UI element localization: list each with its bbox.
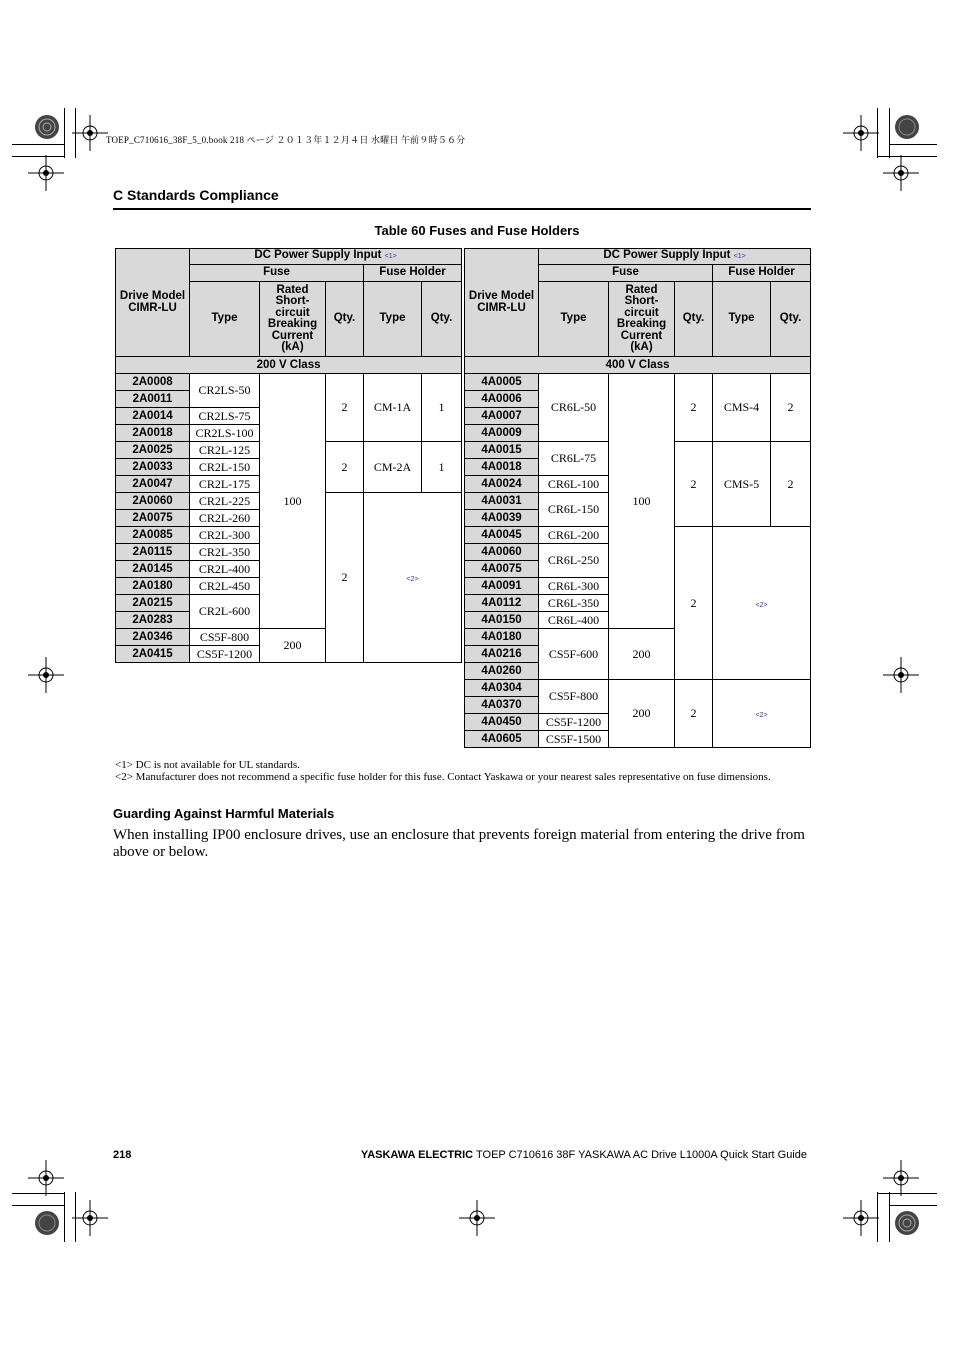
- holder-type-cell: CMS-4: [713, 374, 771, 442]
- model-cell: 2A0033: [116, 459, 190, 476]
- holder-type-cell: CM-2A: [364, 442, 422, 493]
- holder-type-cell: CM-1A: [364, 374, 422, 442]
- crosshair-icon: [843, 115, 879, 151]
- fuse-type-cell: CR2LS-75: [190, 408, 260, 425]
- model-cell: 2A0085: [116, 527, 190, 544]
- rated-current-header: Rated Short-circuit Breaking Current (kA): [260, 282, 326, 357]
- crosshair-icon: [72, 1200, 108, 1236]
- model-cell: 2A0346: [116, 629, 190, 646]
- model-cell: 4A0304: [465, 680, 539, 697]
- class-label: 200 V Class: [116, 357, 462, 374]
- crosshair-icon: [28, 1160, 64, 1196]
- fuse-type-cell: CR2L-260: [190, 510, 260, 527]
- fuse-table-200v: [115, 248, 462, 663]
- crosshair-icon: [883, 1160, 919, 1196]
- model-cell: 4A0005: [465, 374, 539, 391]
- model-cell: 4A0091: [465, 578, 539, 595]
- fuse-type-cell: CR2LS-100: [190, 425, 260, 442]
- rated-cell: 200: [609, 629, 675, 680]
- model-cell: 2A0215: [116, 595, 190, 612]
- fuse-qty-cell: 2: [675, 527, 713, 680]
- rated-cell: 200: [260, 629, 326, 663]
- fuse-type-cell: CR2L-400: [190, 561, 260, 578]
- note-ref-2[interactable]: <2>: [755, 601, 768, 609]
- holder-note-cell: [713, 680, 811, 748]
- registration-disc-icon: [34, 114, 60, 140]
- fuse-qty-header: Qty.: [326, 282, 364, 357]
- holder-qty-cell: 1: [422, 374, 462, 442]
- note-ref-1[interactable]: <1>: [733, 253, 746, 261]
- model-cell: 4A0260: [465, 663, 539, 680]
- fuse-type-cell: CR6L-50: [539, 374, 609, 442]
- fuse-type-cell: CR2L-450: [190, 578, 260, 595]
- holder-type-header: Type: [364, 282, 422, 357]
- section-rule: [113, 208, 811, 210]
- model-cell: 4A0605: [465, 731, 539, 748]
- table-notes: [115, 759, 795, 783]
- model-cell: 4A0009: [465, 425, 539, 442]
- crosshair-icon: [843, 1200, 879, 1236]
- subheading: Guarding Against Harmful Materials: [113, 806, 335, 821]
- model-cell: 2A0018: [116, 425, 190, 442]
- note-ref-2[interactable]: <2>: [406, 576, 419, 583]
- crosshair-icon: [72, 115, 108, 151]
- fuse-type-cell: CS5F-1500: [539, 731, 609, 748]
- fuse-type-cell: CR6L-400: [539, 612, 609, 629]
- footer: [361, 1149, 807, 1161]
- model-cell: 4A0007: [465, 408, 539, 425]
- fuse-type-cell: CR6L-200: [539, 527, 609, 544]
- page-number: 218: [113, 1149, 132, 1161]
- note-1: <1> DC is not available for UL standards.: [115, 759, 300, 771]
- fuse-holder-header: Fuse Holder: [713, 265, 811, 282]
- section-title: C Standards Compliance: [113, 187, 279, 203]
- holder-qty-header: Qty.: [422, 282, 462, 357]
- model-cell: 4A0075: [465, 561, 539, 578]
- table-title: Table 60 Fuses and Fuse Holders: [374, 223, 580, 238]
- registration-disc-icon: [894, 114, 920, 140]
- fuse-type-cell: CR6L-300: [539, 578, 609, 595]
- model-cell: 4A0024: [465, 476, 539, 493]
- model-cell: 4A0031: [465, 493, 539, 510]
- model-cell: 2A0011: [116, 391, 190, 408]
- footer-brand: YASKAWA ELECTRIC: [360, 1149, 474, 1161]
- file-info-line: TOEP_C710616_38F_5_0.book 218 ページ ２０１３年１２月４日 水曜日 午前９時５６分: [106, 135, 466, 145]
- model-cell: 2A0180: [116, 578, 190, 595]
- body-paragraph: When installing IP00 enclosure drives, use an enclosure that prevents foreign material from entering the drive from above or below.: [113, 827, 805, 860]
- model-cell: 4A0060: [465, 544, 539, 561]
- model-cell: 4A0045: [465, 527, 539, 544]
- model-cell: 2A0075: [116, 510, 190, 527]
- holder-qty-cell: 2: [771, 374, 811, 442]
- crosshair-icon: [459, 1200, 495, 1236]
- model-cell: 2A0060: [116, 493, 190, 510]
- drive-model-header: Drive Model CIMR-LU: [116, 249, 190, 357]
- holder-qty-cell: 2: [771, 442, 811, 527]
- model-cell: 4A0018: [465, 459, 539, 476]
- fuse-type-cell: CS5F-800: [539, 680, 609, 714]
- fuse-qty-cell: 2: [675, 680, 713, 748]
- model-cell: 2A0415: [116, 646, 190, 663]
- fuse-type-cell: CR2L-300: [190, 527, 260, 544]
- model-cell: 4A0112: [465, 595, 539, 612]
- fuse-qty-cell: 2: [675, 374, 713, 442]
- registration-disc-icon: [34, 1210, 60, 1236]
- class-label: 400 V Class: [465, 357, 811, 374]
- fuse-type-cell: CR2L-125: [190, 442, 260, 459]
- fuse-type-cell: CR2L-350: [190, 544, 260, 561]
- fuse-table-400v: [464, 248, 811, 748]
- fuse-qty-cell: 2: [326, 493, 364, 663]
- fuse-type-cell: CR6L-150: [539, 493, 609, 527]
- holder-type-header: Type: [713, 282, 771, 357]
- model-cell: 2A0047: [116, 476, 190, 493]
- holder-note-cell: [364, 493, 462, 663]
- note-ref-2[interactable]: <2>: [755, 712, 768, 719]
- crosshair-icon: [883, 155, 919, 191]
- model-cell: 4A0006: [465, 391, 539, 408]
- model-cell: 4A0216: [465, 646, 539, 663]
- model-cell: 2A0115: [116, 544, 190, 561]
- fuse-type-cell: CR2L-600: [190, 595, 260, 629]
- footer-text: TOEP C710616 38F YASKAWA AC Drive L1000A Quick Start Guide: [473, 1149, 807, 1161]
- fuse-header: Fuse: [190, 265, 364, 282]
- rated-current-header: Rated Short-circuit Breaking Current (kA): [609, 282, 675, 357]
- fuse-type-cell: CS5F-600: [539, 629, 609, 680]
- model-cell: 2A0008: [116, 374, 190, 391]
- fuse-type-cell: CR6L-75: [539, 442, 609, 476]
- model-cell: 2A0014: [116, 408, 190, 425]
- fuse-holder-header: Fuse Holder: [364, 265, 462, 282]
- rated-cell: 100: [609, 374, 675, 629]
- holder-qty-header: Qty.: [771, 282, 811, 357]
- fuse-type-cell: CS5F-1200: [539, 714, 609, 731]
- model-cell: 4A0015: [465, 442, 539, 459]
- fuse-header: Fuse: [539, 265, 713, 282]
- fuse-qty-cell: 2: [675, 442, 713, 527]
- fuse-type-cell: CR2L-150: [190, 459, 260, 476]
- holder-note-cell: [713, 527, 811, 680]
- holder-type-cell: CMS-5: [713, 442, 771, 527]
- model-cell: 4A0150: [465, 612, 539, 629]
- dc-power-header: DC Power Supply Input <1>: [190, 249, 462, 265]
- crosshair-icon: [28, 155, 64, 191]
- fuse-type-header: Type: [190, 282, 260, 357]
- registration-disc-icon: [894, 1210, 920, 1236]
- model-cell: 2A0283: [116, 612, 190, 629]
- crosshair-icon: [28, 657, 64, 693]
- dc-power-header: DC Power Supply Input <1>: [539, 249, 811, 265]
- fuse-type-cell: CR6L-250: [539, 544, 609, 578]
- model-cell: 4A0370: [465, 697, 539, 714]
- fuse-type-cell: CR2L-225: [190, 493, 260, 510]
- model-cell: 4A0450: [465, 714, 539, 731]
- note-ref-1[interactable]: <1>: [384, 253, 397, 261]
- model-cell: 2A0145: [116, 561, 190, 578]
- fuse-qty-cell: 2: [326, 442, 364, 493]
- drive-model-header: Drive Model CIMR-LU: [465, 249, 539, 357]
- model-cell: 4A0039: [465, 510, 539, 527]
- fuse-type-cell: CS5F-800: [190, 629, 260, 646]
- fuse-qty-cell: 2: [326, 374, 364, 442]
- rated-cell: 100: [260, 374, 326, 629]
- fuse-type-cell: CR6L-100: [539, 476, 609, 493]
- model-cell: 2A0025: [116, 442, 190, 459]
- fuse-qty-header: Qty.: [675, 282, 713, 357]
- fuse-type-header: Type: [539, 282, 609, 357]
- fuse-type-cell: CR2LS-50: [190, 374, 260, 408]
- fuse-type-cell: CR2L-175: [190, 476, 260, 493]
- crosshair-icon: [883, 657, 919, 693]
- fuse-type-cell: CS5F-1200: [190, 646, 260, 663]
- note-2: <2> Manufacturer does not recommend a specific fuse holder for this fuse. Contact Yaskawa or your nearest sales representative on fuse dimensions.: [115, 771, 771, 783]
- holder-qty-cell: 1: [422, 442, 462, 493]
- rated-cell: 200: [609, 680, 675, 748]
- fuse-type-cell: CR6L-350: [539, 595, 609, 612]
- model-cell: 4A0180: [465, 629, 539, 646]
